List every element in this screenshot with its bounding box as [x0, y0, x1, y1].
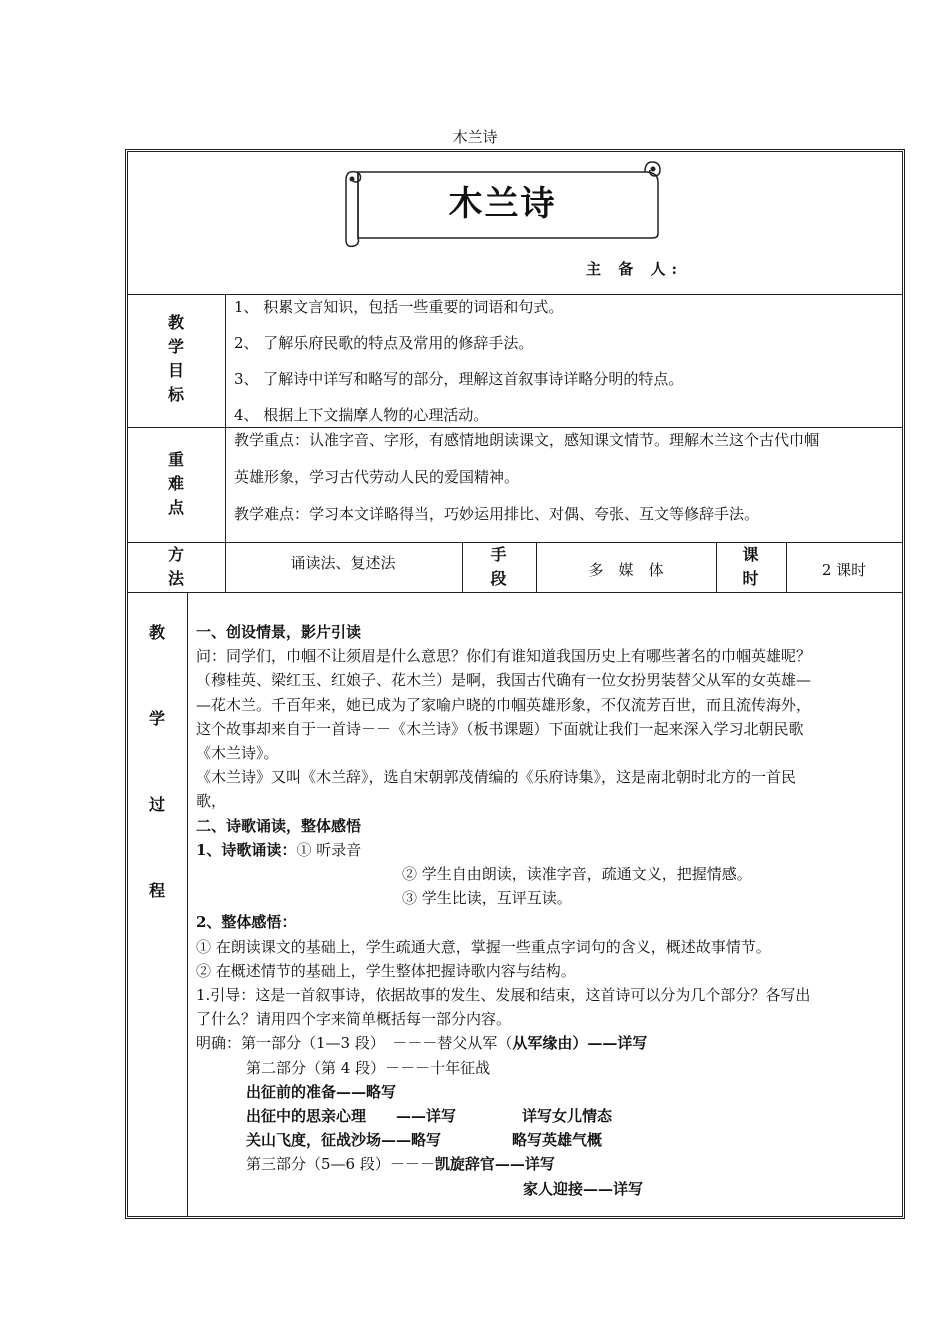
key-points-text: 教学重点：认准字音、字形，有感情地朗读课文，感知课文情节。理解木兰这个古代巾帼 英雄形象，学习古代劳动人民的爱国精神。 教学难点：学习本文详略得当，巧妙运用排比、对偶、夸张、互文等修辞手法。 — [234, 431, 820, 523]
hours-value: 2 课时 — [821, 561, 867, 579]
process-content: 一、创设情景，影片引读 问：同学们，巾帼不让须眉是什么意思？你们有谁知道我国历史上有哪些著名的巾帼英雄呢？ （穆桂英、梁红玉、红娘子、花木兰）是啊，我国古代确有一位女扮男装替父从军的女英雄— —花木兰。千百年来，她已成为了家喻户晓的巾帼英雄形象，不仅流芳百世，而且流传海外， 这个故事却来自于一首诗－－《木兰诗》（板书课题）下面就让我们一起来深入学习北朝民歌 《木兰诗》。 《木兰诗》又叫《木兰辞》，选自宋朝郭茂倩编的《乐府诗集》，这是南北朝时北方的一首民 歌， 二、诗歌诵读，整体感悟 1、诗歌诵读：① 听录音 ② 学生自由朗读，读准字音，疏通文义，把握情感。 ③ 学生比读，互评互读。 2、整体感悟： ① 在朗读课文的基础上，学生疏通大意，掌握一些重点字词句的含义，概述故事情节。 ② 在概述情节的基础上，学生整体把握诗歌内容与结构。 1.引导：这是一首叙事诗，依据故事的发生、发展和结束，这首诗可以分为几个部分？各写出 了什么？请用四个字来简单概括每一部分内容。 明确：第一部分（1—3 段） －－－替父从军（从军缘由）——详写 第二部分（第 4 段）－－－十年征战 出征前的准备——略写 出征中的思亲心理 ——详写 详写女儿情态 关山飞度，征战沙场——略写 略写英雄气概 第三部分（5—6 段）－－－凯旋辞官——详写 家人迎接——详写 — [196, 620, 901, 1201]
section-heading: 一、创设情景，影片引读 — [196, 623, 362, 641]
key-points-label: 重 难 点 — [167, 450, 184, 517]
section-heading: 二、诗歌诵读，整体感悟 — [196, 816, 362, 835]
process-label: 教 学 过 程 — [148, 623, 165, 900]
means-value: 多 媒 体 — [588, 561, 664, 579]
method-value: 诵读法、复述法 — [290, 554, 396, 572]
hours-label: 课时 — [742, 545, 759, 588]
goal-item: 4、 根据上下文揣摩人物的心理活动。 — [234, 406, 489, 424]
goal-item: 3、 了解诗中详写和略写的部分，理解这首叙事诗详略分明的特点。 — [234, 370, 684, 388]
goals-label: 教 学 目 标 — [167, 313, 184, 404]
goal-item: 2、 了解乐府民歌的特点及常用的修辞手法。 — [234, 334, 534, 352]
lesson-title: 木兰诗 — [448, 184, 557, 224]
method-label: 方法 — [168, 545, 185, 588]
means-label: 手段 — [490, 545, 507, 588]
goal-item: 1、 积累文言知识，包括一些重要的词语和句式。 — [234, 298, 564, 316]
author-label: 主 备 人: — [586, 260, 683, 278]
page-header: 木兰诗 — [452, 128, 498, 146]
